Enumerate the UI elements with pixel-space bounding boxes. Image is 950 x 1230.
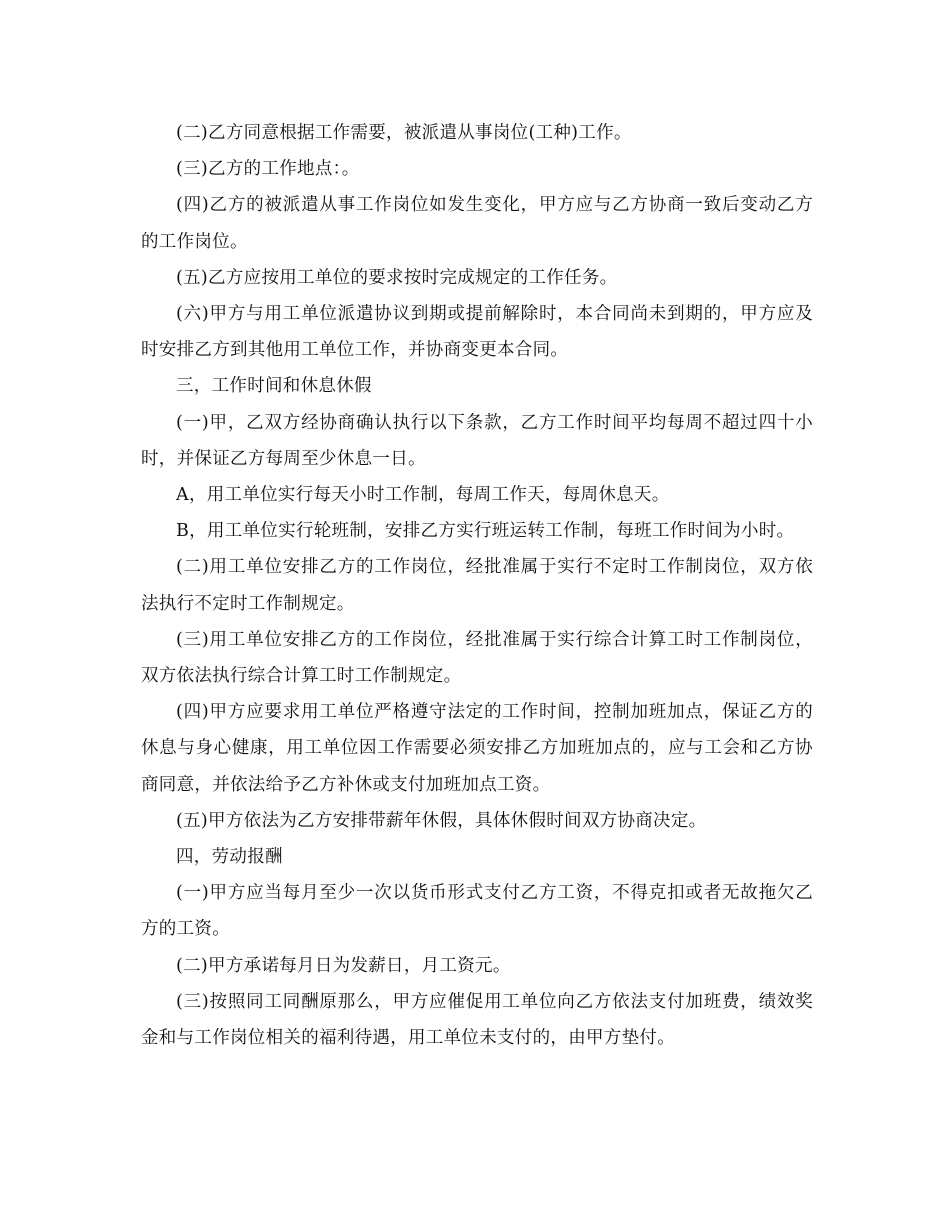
section-4-heading: 四，劳动报酬 xyxy=(176,847,283,868)
clause-3-1-option-a: A，用工单位实行每天小时工作制，每周工作天，每周休息天。 xyxy=(176,485,670,506)
document-body xyxy=(141,115,813,1056)
clause-3-2-flexible-hours: (二)用工单位安排乙方的工作岗位，经批准属于实行不定时工作制岗位，双方依法执行不定时工作制规定。 xyxy=(141,557,813,614)
clause-3-4-overtime: (四)甲方应要求用工单位严格遵守法定的工作时间，控制加班加点，保证乙方的休息与身心健康，用工单位因工作需要必须安排乙方加班加点的，应与工会和乙方协商同意，并依法给予乙方补休或支付加班加点工资。 xyxy=(141,702,813,795)
clause-2-6-agreement-expiry: (六)甲方与用工单位派遣协议到期或提前解除时，本合同尚未到期的，甲方应及时安排乙方到其他用工单位工作，并协商变更本合同。 xyxy=(141,304,813,361)
clause-3-1-option-b: B，用工单位实行轮班制，安排乙方实行班运转工作制，每班工作时间为小时。 xyxy=(176,521,795,542)
clause-3-1-working-hours: (一)甲，乙双方经协商确认执行以下条款，乙方工作时间平均每周不超过四十小时，并保证乙方每周至少休息一日。 xyxy=(141,412,813,469)
section-3-heading: 三，工作时间和休息休假 xyxy=(176,376,372,397)
clause-4-2-payday: (二)甲方承诺每月日为发薪日，月工资元。 xyxy=(176,955,511,976)
clause-2-4-position-change: (四)乙方的被派遣从事工作岗位如发生变化，甲方应与乙方协商一致后变动乙方的工作岗位。 xyxy=(141,195,813,252)
clause-2-3-work-location: (三)乙方的工作地点：。 xyxy=(176,159,360,180)
clause-3-5-annual-leave: (五)甲方依法为乙方安排带薪年休假，具体休假时间双方协商决定。 xyxy=(176,810,707,831)
clause-2-5-task-completion: (五)乙方应按用工单位的要求按时完成规定的工作任务。 xyxy=(176,267,618,288)
clause-2-2-job-assignment: (二)乙方同意根据工作需要，被派遣从事岗位(工种)工作。 xyxy=(176,123,632,143)
clause-4-1-wage-payment: (一)甲方应当每月至少一次以货币形式支付乙方工资，不得克扣或者无故拖欠乙方的工资。 xyxy=(141,883,813,940)
clause-4-3-equal-pay: (三)按照同工同酬原那么，甲方应催促用工单位向乙方依法支付加班费，绩效奖金和与工作岗位相关的福利待遇，用工单位未支付的，由甲方垫付。 xyxy=(141,991,813,1049)
clause-3-3-comprehensive-hours: (三)用工单位安排乙方的工作岗位，经批准属于实行综合计算工时工作制岗位，双方依法执行综合计算工时工作制规定。 xyxy=(141,629,813,687)
